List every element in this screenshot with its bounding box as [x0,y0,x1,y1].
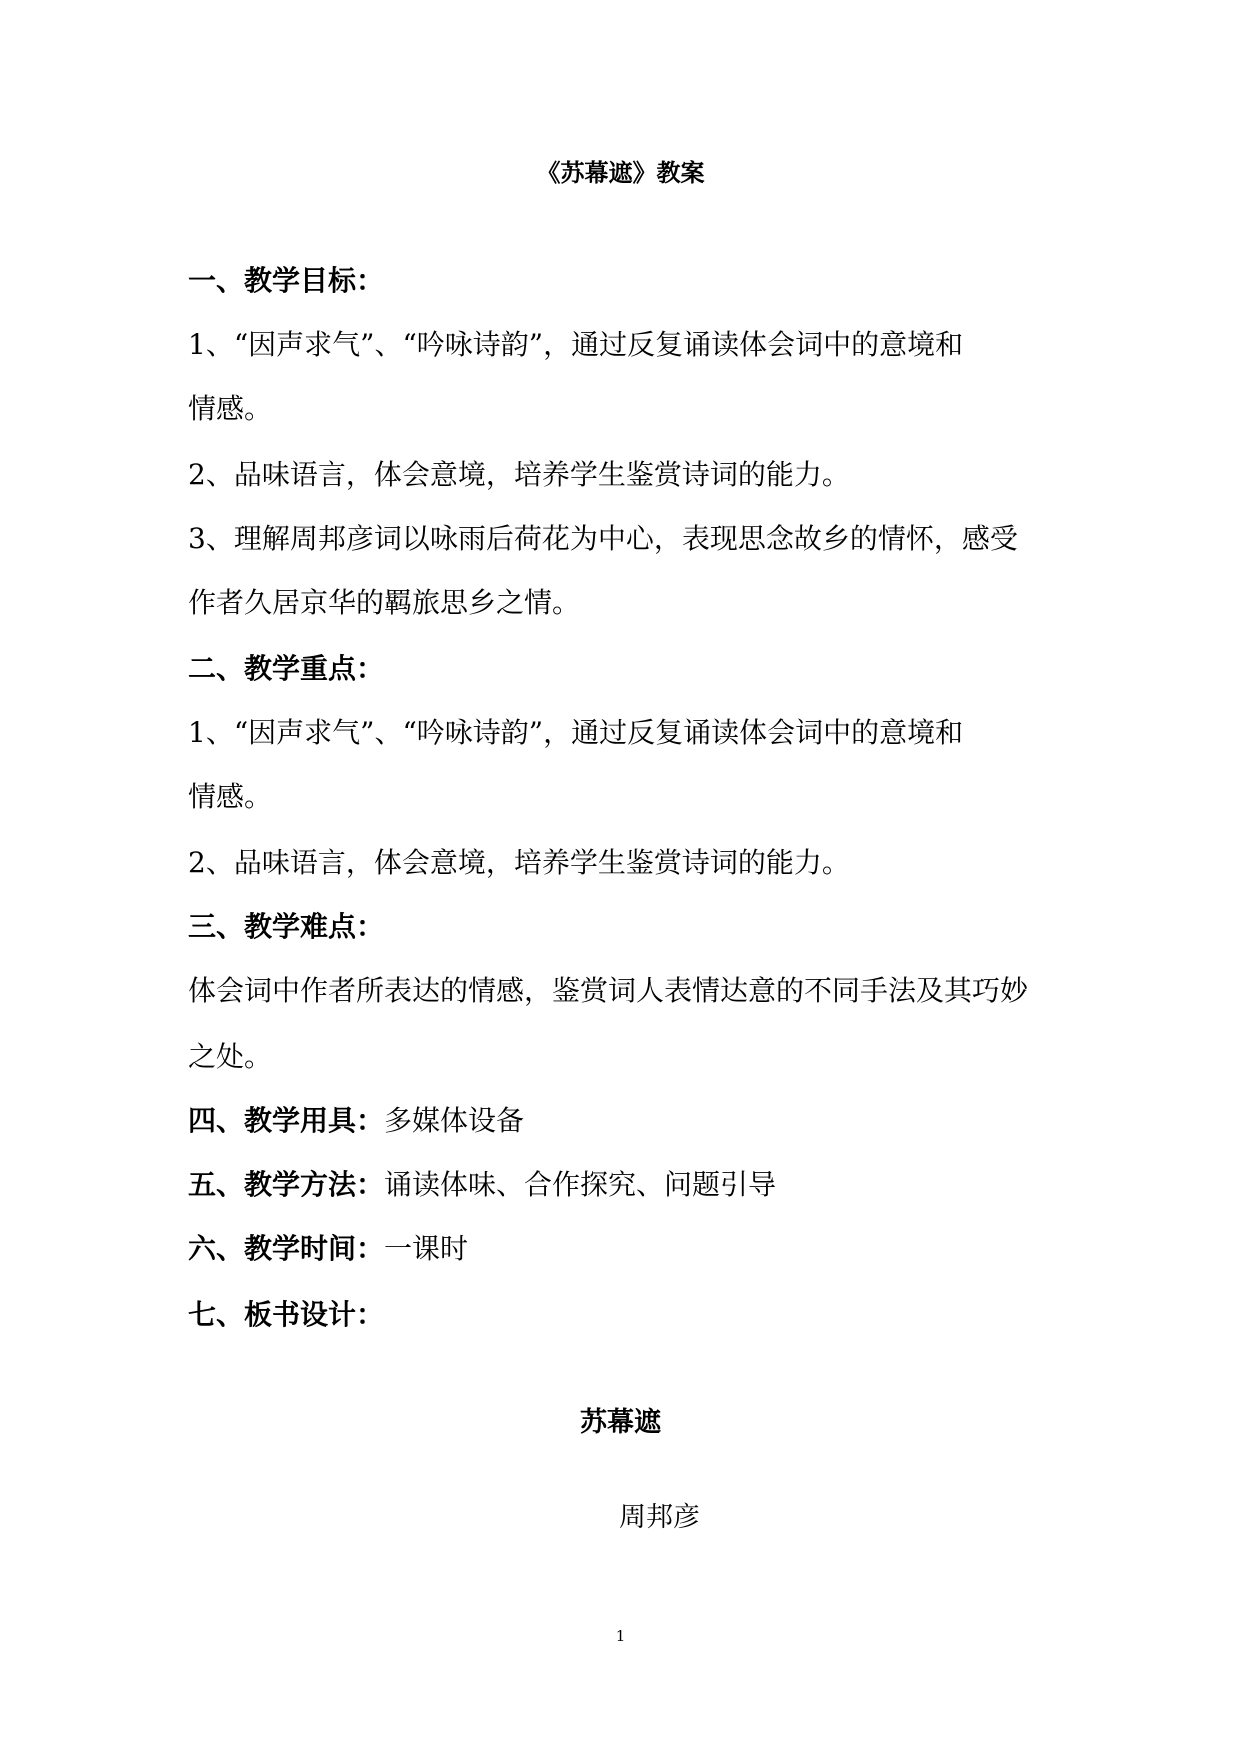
methods-label: 五、教学方法： [188,1168,385,1201]
tools-value: 多媒体设备 [384,1104,525,1137]
objective-3-line-1: 3、理解周邦彦词以咏雨后荷花为中心，表现思念故乡的情怀，感受 [188,522,1018,555]
objectives-heading: 一、教学目标： [188,264,385,297]
objective-3-line-2: 作者久居京华的羁旅思乡之情。 [188,586,581,619]
duration-label: 六、教学时间： [188,1232,385,1265]
board-poem-title: 苏幕遮 [580,1407,661,1438]
methods-row [188,1168,776,1202]
objective-2: 2、品味语言，体会意境，培养学生鉴赏诗词的能力。 [188,458,850,491]
objective-1-line-2: 情感。 [188,392,273,425]
difficulties-line-2: 之处。 [188,1040,273,1073]
document-title: 《苏幕遮》教案 [536,158,705,187]
difficulties-heading: 三、教学难点： [188,910,385,943]
objective-1-line-1: 1、“因声求气”、“吟咏诗韵”，通过反复诵读体会词中的意境和 [188,328,964,361]
duration-value: 一课时 [384,1232,469,1265]
difficulties-line-1: 体会词中作者所表达的情感，鉴赏词人表情达意的不同手法及其巧妙 [188,974,1029,1007]
key-points-heading: 二、教学重点： [188,652,385,685]
board-design-heading: 七、板书设计： [188,1298,385,1331]
duration-row [188,1232,468,1266]
key-point-1-line-1: 1、“因声求气”、“吟咏诗韵”，通过反复诵读体会词中的意境和 [188,716,964,749]
board-poem-author: 周邦彦 [619,1502,700,1533]
tools-row [188,1104,524,1138]
methods-value: 诵读体味、合作探究、问题引导 [384,1168,777,1201]
key-point-2: 2、品味语言，体会意境，培养学生鉴赏诗词的能力。 [188,846,850,879]
tools-label: 四、教学用具： [188,1104,385,1137]
key-point-1-line-2: 情感。 [188,780,273,813]
page-number: 1 [615,1627,626,1645]
